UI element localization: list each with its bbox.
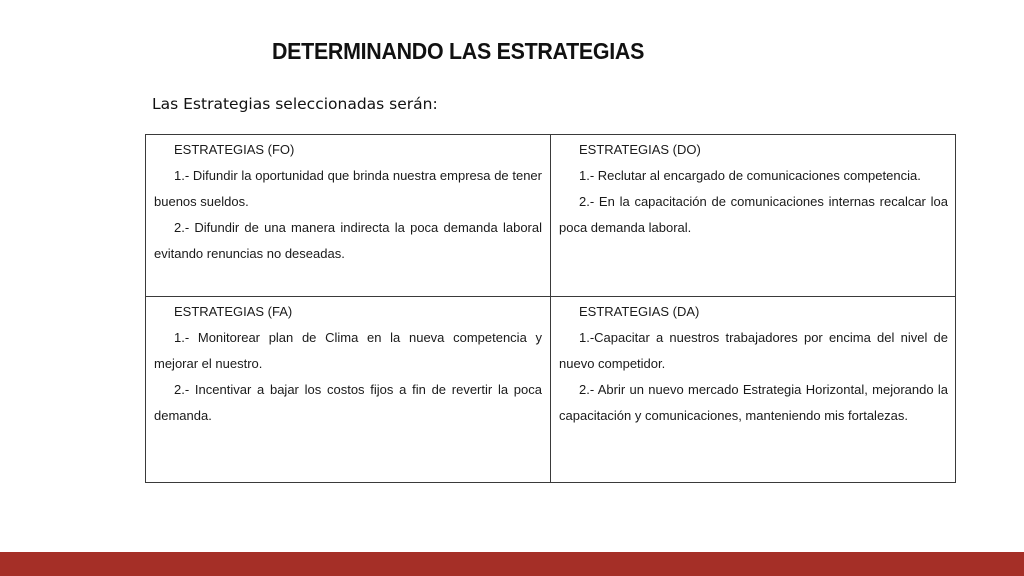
strategy-item: 1.-Capacitar a nuestros trabajadores por encima del nivel de nuevo competidor. <box>559 330 948 371</box>
strategy-item: 1.- Reclutar al encargado de comunicaciones competencia. <box>579 168 921 183</box>
strategy-item: 2.- Incentivar a bajar los costos fijos a fin de revertir la poca demanda. <box>154 382 542 423</box>
strategy-item: 2.- Abrir un nuevo mercado Estrategia Horizontal, mejorando la capacitación y comunicaciones, manteniendo mis fortalezas. <box>559 382 948 423</box>
strategy-cell-fa <box>146 297 551 482</box>
strategy-cell-fo <box>146 135 551 297</box>
strategy-matrix <box>145 134 956 483</box>
strategy-heading-do: ESTRATEGIAS (DO) <box>579 142 701 157</box>
page-title: DETERMINANDO LAS ESTRATEGIAS <box>272 38 645 64</box>
strategy-item: 1.- Difundir la oportunidad que brinda nuestra empresa de tener buenos sueldos. <box>154 168 542 209</box>
page-subtitle: Las Estrategias seleccionadas serán: <box>152 95 438 113</box>
strategy-cell-do <box>551 135 956 297</box>
strategy-item: 2.- Difundir de una manera indirecta la poca demanda laboral evitando renuncias no deseadas. <box>154 220 542 261</box>
strategy-heading-da: ESTRATEGIAS (DA) <box>579 304 700 319</box>
strategy-item: 1.- Monitorear plan de Clima en la nueva competencia y mejorar el nuestro. <box>154 330 542 371</box>
footer-bar <box>0 552 1024 576</box>
strategy-item: 2.- En la capacitación de comunicaciones internas recalcar loa poca demanda laboral. <box>559 194 948 235</box>
strategy-heading-fo: ESTRATEGIAS (FO) <box>174 142 295 157</box>
strategy-heading-fa: ESTRATEGIAS (FA) <box>174 304 293 319</box>
strategy-cell-da <box>551 297 956 482</box>
